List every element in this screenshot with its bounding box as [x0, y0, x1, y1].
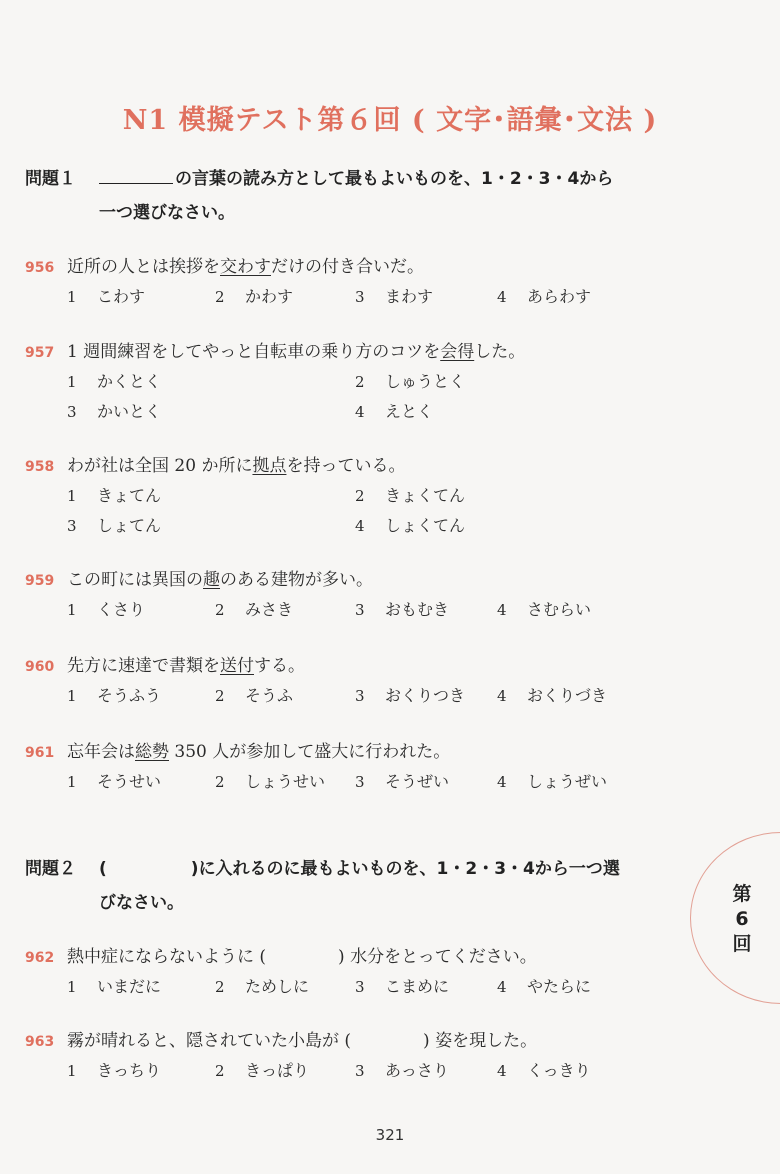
- option-1[interactable]: 1 いまだに: [67, 977, 162, 996]
- option-1[interactable]: 1 くさり: [67, 600, 146, 619]
- question-text-before: 熱中症にならないように (: [67, 947, 267, 967]
- option-3[interactable]: 3 おもむき: [355, 600, 450, 619]
- section1-instruction-line1: の言葉の読み方として最もよいものを、1・2・3・4から: [175, 169, 614, 189]
- question-961: [25, 737, 725, 797]
- question-text-before: わが社は全国 20 か所に: [67, 456, 253, 476]
- option-4[interactable]: 4 くっきり: [497, 1061, 591, 1080]
- question-962: [25, 942, 725, 1002]
- option-4[interactable]: 4 あらわす: [497, 287, 592, 306]
- question-text-after: だけの付き合いだ。: [271, 257, 424, 277]
- answer-options: [25, 481, 725, 511]
- section2-instruction: [25, 852, 685, 920]
- question-target-word: 拠点: [252, 456, 287, 476]
- answer-options: [25, 367, 725, 397]
- question-text-before: 忘年会は: [67, 742, 135, 762]
- question-number: 962: [25, 950, 55, 966]
- section1-instruction: [25, 162, 705, 230]
- section2-instruction-line1: に入れるのに最もよいものを、1・2・3・4から一つ選: [198, 859, 620, 879]
- question-text-before: 1 週間練習をしてやっと自転車の乗り方のコツを: [67, 342, 441, 362]
- option-2[interactable]: 2 しょうせい: [215, 772, 326, 791]
- question-text-after: ) 姿を現した。: [423, 1031, 538, 1051]
- option-3[interactable]: 3 こまめに: [355, 977, 450, 996]
- question-960: [25, 651, 725, 711]
- option-4[interactable]: 4 しょくてん: [355, 516, 466, 535]
- section2-instruction-line2: びなさい。: [99, 893, 184, 913]
- question-957: [25, 337, 725, 427]
- question-text-before: 霧が晴れると、隠されていた小島が (: [67, 1031, 352, 1051]
- question-number: 959: [25, 573, 55, 589]
- option-2[interactable]: 2 そうふ: [215, 686, 294, 705]
- answer-options: [25, 767, 725, 797]
- question-number: 957: [25, 345, 55, 361]
- question-target-word: 総勢: [135, 742, 169, 762]
- option-2[interactable]: 2 しゅうとく: [355, 372, 466, 391]
- question-text-after: を持っている。: [286, 456, 406, 476]
- question-number: 963: [25, 1034, 55, 1050]
- option-4[interactable]: 4 さむらい: [497, 600, 592, 619]
- option-3[interactable]: 3 おくりつき: [355, 686, 466, 705]
- question-text-before: この町には異国の: [67, 570, 203, 590]
- option-2[interactable]: 2 きっぱり: [215, 1061, 310, 1080]
- option-1[interactable]: 1 かくとく: [67, 372, 162, 391]
- answer-options: [25, 972, 725, 1002]
- question-text-after: した。: [474, 342, 526, 362]
- question-target-word: 交わす: [220, 257, 271, 277]
- option-3[interactable]: 3 かいとく: [67, 402, 162, 421]
- question-958: [25, 451, 725, 541]
- option-2[interactable]: 2 かわす: [215, 287, 294, 306]
- question-text-before: 近所の人とは挨拶を: [67, 257, 220, 277]
- question-number: 961: [25, 745, 55, 761]
- option-1[interactable]: 1 そうふう: [67, 686, 162, 705]
- question-text-after: ) 水分をとってください。: [338, 947, 537, 967]
- option-3[interactable]: 3 しょてん: [67, 516, 162, 535]
- section1-label: 問題１: [25, 169, 76, 189]
- option-2[interactable]: 2 きょくてん: [355, 486, 466, 505]
- answer-options: [25, 681, 725, 711]
- question-text-after: 350 人が参加して盛大に行われた。: [169, 742, 451, 762]
- question-target-word: 趣: [203, 570, 220, 590]
- paren-open: (: [99, 859, 107, 879]
- question-number: 958: [25, 459, 55, 475]
- question-text-after: する。: [254, 656, 305, 676]
- page-number: 321: [375, 1126, 405, 1144]
- question-target-word: 会得: [440, 342, 475, 362]
- question-text-before: 先方に速達で書類を: [67, 656, 220, 676]
- option-4[interactable]: 4 やたらに: [497, 977, 592, 996]
- question-956: [25, 252, 725, 312]
- answer-options: [25, 397, 725, 427]
- answer-options: [25, 1056, 725, 1086]
- option-1[interactable]: 1 きっちり: [67, 1061, 162, 1080]
- option-3[interactable]: 3 そうぜい: [355, 772, 450, 791]
- option-1[interactable]: 1 そうせい: [67, 772, 162, 791]
- chapter-tab-line3: 回: [732, 933, 752, 955]
- option-4[interactable]: 4 おくりづき: [497, 686, 608, 705]
- page-title: N1 模擬テスト第６回 ( 文字･語彙･文法 ): [122, 105, 658, 136]
- answer-options: [25, 595, 725, 625]
- option-3[interactable]: 3 まわす: [355, 287, 434, 306]
- question-number: 960: [25, 659, 55, 675]
- section2-label: 問題２: [25, 859, 76, 879]
- answer-options: [25, 282, 725, 312]
- question-number: 956: [25, 260, 55, 276]
- option-1[interactable]: 1 きょてん: [67, 486, 162, 505]
- option-1[interactable]: 1 こわす: [67, 287, 146, 306]
- chapter-tab-line1: 第: [732, 883, 752, 905]
- question-959: [25, 565, 725, 625]
- question-target-word: 送付: [220, 656, 254, 676]
- underline-blank: [99, 165, 173, 184]
- question-text-after: のある建物が多い。: [220, 570, 373, 590]
- option-2[interactable]: 2 ためしに: [215, 977, 310, 996]
- chapter-tab-line2: 6: [735, 908, 749, 930]
- answer-options: [25, 511, 725, 541]
- section1-instruction-line2: 一つ選びなさい。: [99, 203, 235, 223]
- option-4[interactable]: 4 えとく: [355, 402, 434, 421]
- question-963: [25, 1026, 725, 1086]
- option-4[interactable]: 4 しょうぜい: [497, 772, 608, 791]
- option-3[interactable]: 3 あっさり: [355, 1061, 449, 1080]
- paren-close: ): [190, 859, 199, 879]
- option-2[interactable]: 2 みさき: [215, 600, 294, 619]
- chapter-tab-label: [725, 882, 759, 957]
